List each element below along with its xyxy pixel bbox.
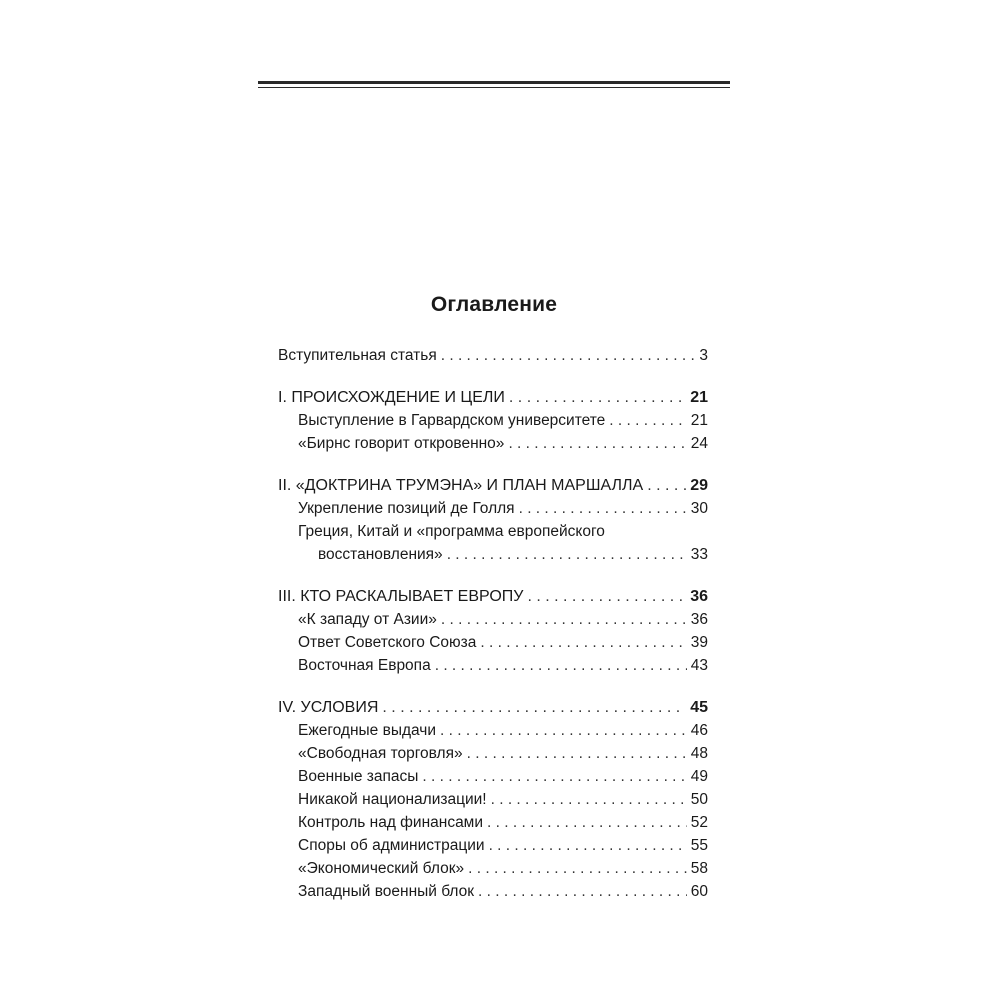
toc-entry-label: Никакой национализации! bbox=[298, 791, 487, 808]
toc-entry-intro[interactable] bbox=[278, 344, 708, 367]
toc-entry-label: «Экономический блок» bbox=[298, 860, 465, 877]
toc-chapter-label: III. КТО РАСКАЛЫВАЕТ ЕВРОПУ bbox=[278, 588, 524, 605]
toc-entry[interactable] bbox=[278, 497, 708, 520]
toc-entry[interactable] bbox=[278, 432, 708, 455]
toc-entry-page: 48 bbox=[690, 745, 708, 762]
toc-entry-label: Западный военный блок bbox=[298, 883, 475, 900]
dot-leader bbox=[489, 834, 687, 857]
toc-chapter-label: I. ПРОИСХОЖДЕНИЕ И ЦЕЛИ bbox=[278, 389, 505, 406]
dot-leader bbox=[467, 742, 687, 765]
toc-entry-page: 50 bbox=[690, 791, 708, 808]
header-rule bbox=[258, 81, 730, 84]
toc-chapter-page: 45 bbox=[690, 699, 708, 716]
toc-entry-label: «Свободная торговля» bbox=[298, 745, 463, 762]
dot-leader bbox=[422, 765, 686, 788]
dot-leader bbox=[519, 497, 687, 520]
toc-entry-label: Выступление в Гарвардском университете bbox=[298, 412, 606, 429]
toc-entry-page: 30 bbox=[690, 500, 708, 517]
toc-entry-page: 33 bbox=[690, 546, 708, 563]
toc-chapter-2[interactable] bbox=[278, 474, 708, 497]
toc-entry[interactable] bbox=[278, 608, 708, 631]
dot-leader bbox=[480, 631, 686, 654]
page-title: Оглавление bbox=[430, 293, 558, 316]
dot-leader bbox=[478, 880, 687, 903]
toc-entry-wrapped-cont[interactable] bbox=[278, 543, 708, 566]
toc-entry-page: 60 bbox=[690, 883, 708, 900]
toc-entry[interactable] bbox=[278, 857, 708, 880]
toc-entry-label: Ответ Советского Союза bbox=[298, 634, 477, 651]
toc-entry-label: Военные запасы bbox=[298, 768, 419, 785]
toc-entry-page: 39 bbox=[690, 634, 708, 651]
toc-entry-label: «К западу от Азии» bbox=[298, 611, 437, 628]
toc-entry-label: «Бирнс говорит откровенно» bbox=[298, 435, 505, 452]
toc-chapter-page: 36 bbox=[690, 588, 708, 605]
toc-entry-page: 21 bbox=[690, 412, 708, 429]
toc-entry[interactable] bbox=[278, 811, 708, 834]
table-of-contents bbox=[278, 344, 708, 903]
toc-entry-page: 3 bbox=[699, 347, 708, 364]
toc-entry-page: 46 bbox=[690, 722, 708, 739]
toc-entry-label: Споры об администрации bbox=[298, 837, 485, 854]
toc-entry-label-line2: восстановления» bbox=[318, 546, 443, 563]
dot-leader bbox=[435, 654, 687, 677]
toc-entry[interactable] bbox=[278, 719, 708, 742]
toc-chapter-1[interactable] bbox=[278, 386, 708, 409]
dot-leader bbox=[382, 696, 686, 719]
toc-entry-page: 58 bbox=[690, 860, 708, 877]
toc-entry[interactable] bbox=[278, 765, 708, 788]
toc-entry-page: 52 bbox=[690, 814, 708, 831]
toc-entry-label: Вступительная статья bbox=[278, 347, 437, 364]
toc-entry-page: 49 bbox=[690, 768, 708, 785]
dot-leader bbox=[508, 432, 686, 455]
toc-chapter-label: II. «ДОКТРИНА ТРУМЭНА» И ПЛАН МАРШАЛЛА bbox=[278, 477, 644, 494]
dot-leader bbox=[441, 608, 687, 631]
dot-leader bbox=[440, 719, 687, 742]
dot-leader bbox=[527, 585, 686, 608]
toc-chapter-page: 29 bbox=[690, 477, 708, 494]
toc-chapter-3[interactable] bbox=[278, 585, 708, 608]
toc-entry-page: 36 bbox=[690, 611, 708, 628]
dot-leader bbox=[491, 788, 687, 811]
dot-leader bbox=[509, 386, 686, 409]
toc-entry[interactable] bbox=[278, 742, 708, 765]
toc-entry-label-line1: Греция, Китай и «программа европейского bbox=[298, 523, 605, 540]
toc-entry[interactable] bbox=[278, 788, 708, 811]
dot-leader bbox=[441, 344, 696, 367]
toc-entry-label: Восточная Европа bbox=[298, 657, 431, 674]
toc-entry-label: Контроль над финансами bbox=[298, 814, 484, 831]
dot-leader bbox=[647, 474, 686, 497]
toc-entry-page: 43 bbox=[690, 657, 708, 674]
toc-entry-wrapped[interactable] bbox=[278, 520, 708, 543]
dot-leader bbox=[447, 543, 687, 566]
dot-leader bbox=[609, 409, 686, 432]
dot-leader bbox=[487, 811, 687, 834]
toc-entry-label: Ежегодные выдачи bbox=[298, 722, 437, 739]
toc-entry[interactable] bbox=[278, 631, 708, 654]
toc-entry[interactable] bbox=[278, 654, 708, 677]
toc-entry-page: 55 bbox=[690, 837, 708, 854]
toc-chapter-page: 21 bbox=[690, 389, 708, 406]
toc-entry-page: 24 bbox=[690, 435, 708, 452]
toc-chapter-4[interactable] bbox=[278, 696, 708, 719]
toc-entry[interactable] bbox=[278, 880, 708, 903]
header-rule-thin bbox=[258, 87, 730, 88]
toc-chapter-label: IV. УСЛОВИЯ bbox=[278, 699, 379, 716]
dot-leader bbox=[468, 857, 687, 880]
toc-entry[interactable] bbox=[278, 409, 708, 432]
toc-entry-label: Укрепление позиций де Голля bbox=[298, 500, 515, 517]
toc-entry[interactable] bbox=[278, 834, 708, 857]
